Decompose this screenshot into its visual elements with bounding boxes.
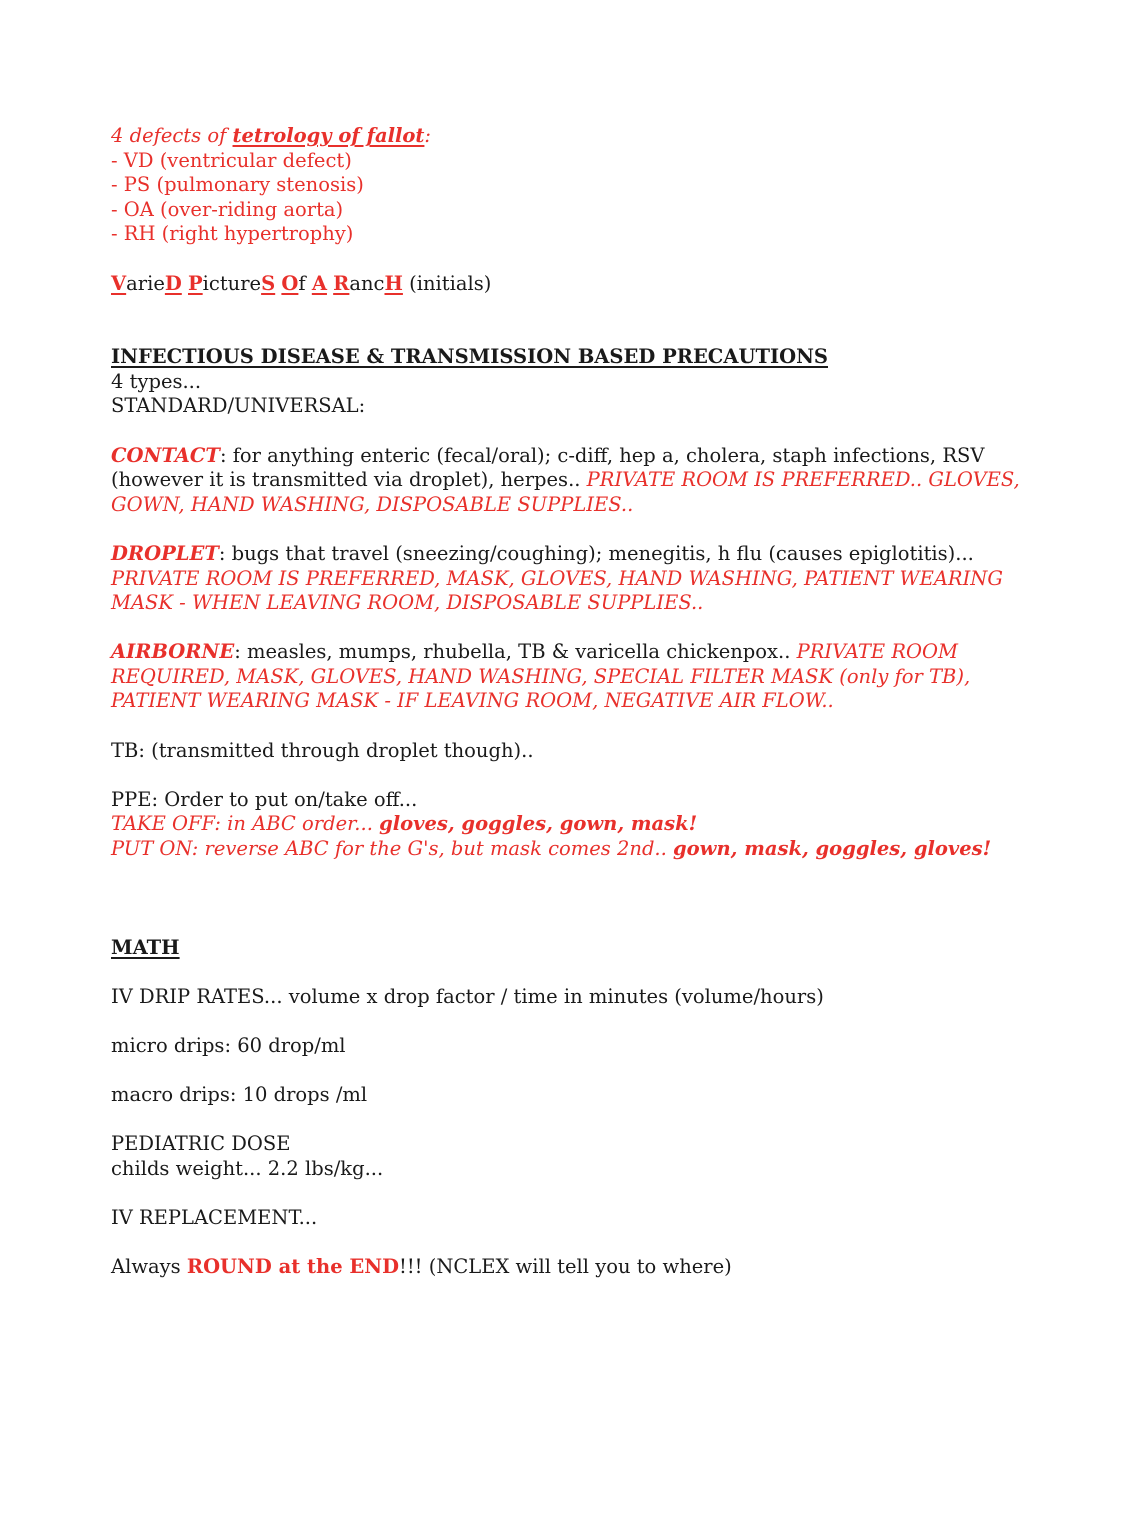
tof-item: - OA (over-riding aorta) xyxy=(111,197,344,221)
tof-intro xyxy=(111,124,1021,149)
round-suffix: !!! (NCLEX will tell you to where) xyxy=(399,1255,732,1279)
contact-precaution: PRIVATE ROOM IS PREFERRED.. GLOVES, xyxy=(586,468,1020,492)
types-line: 4 types... xyxy=(111,369,202,393)
ppe-take-off-items: gloves, goggles, gown, mask! xyxy=(379,812,698,836)
round-prefix: Always xyxy=(111,1255,187,1279)
mnemonic-initial: S xyxy=(261,271,276,295)
airborne-block xyxy=(111,640,1021,714)
airborne-label: AIRBORNE xyxy=(111,640,235,664)
round-emphasis: ROUND at the END xyxy=(186,1255,399,1279)
mnemonic-initial: D xyxy=(164,271,182,295)
airborne-precaution: PRIVATE ROOM xyxy=(796,640,958,664)
droplet-label: DROPLET xyxy=(111,541,219,565)
iv-drip-line: IV DRIP RATES... volume x drop factor / time in minutes (volume/hours) xyxy=(111,984,824,1008)
tof-item: - PS (pulmonary stenosis) xyxy=(111,173,364,197)
contact-block xyxy=(111,444,1021,518)
airborne-precaution: PATIENT WEARING MASK - IF LEAVING ROOM, NEGATIVE AIR FLOW.. xyxy=(111,689,834,713)
tof-section xyxy=(111,124,1021,296)
mnemonic-text: anc xyxy=(349,271,385,295)
round-line xyxy=(111,1255,1021,1280)
droplet-precaution: MASK - WHEN LEAVING ROOM, DISPOSABLE SUPPLIES.. xyxy=(111,591,704,615)
math-title: MATH xyxy=(111,935,180,959)
mnemonic-note: (initials) xyxy=(409,271,492,295)
ppe-take-off-label: TAKE OFF: in ABC order... xyxy=(111,812,380,836)
infectious-title: INFECTIOUS DISEASE & TRANSMISSION BASED PRECAUTIONS xyxy=(111,345,828,369)
contact-text: : for anything enteric (fecal/oral); c-diff, hep a, cholera, staph infections, RSV xyxy=(219,443,985,467)
iv-replacement-line: IV REPLACEMENT... xyxy=(111,1206,318,1230)
tof-item: - RH (right hypertrophy) xyxy=(111,222,354,246)
mnemonic-initial: R xyxy=(333,271,350,295)
ppe-block xyxy=(111,788,1021,862)
tof-intro-suffix: : xyxy=(424,124,431,147)
macro-drips-line: macro drips: 10 drops /ml xyxy=(111,1083,368,1107)
mnemonic-initial: P xyxy=(188,271,203,295)
airborne-precaution: REQUIRED, MASK, GLOVES, HAND WASHING, SPECIAL FILTER MASK (only for TB), xyxy=(111,664,971,688)
tof-item: - VD (ventricular defect) xyxy=(111,148,352,172)
mnemonic-initial: H xyxy=(384,271,403,295)
mnemonic-initial: A xyxy=(311,271,327,295)
contact-label: CONTACT xyxy=(111,443,220,467)
ppe-put-on-items: gown, mask, goggles, gloves! xyxy=(673,837,992,861)
droplet-block xyxy=(111,542,1021,616)
infectious-section xyxy=(111,345,1021,861)
mnemonic-initial: O xyxy=(281,271,299,295)
tb-line: TB: (transmitted through droplet though).. xyxy=(111,738,534,762)
mnemonic-text: f xyxy=(298,271,306,295)
tof-intro-prefix: 4 defects of xyxy=(111,124,233,147)
micro-drips-line: micro drips: 60 drop/ml xyxy=(111,1034,346,1057)
mnemonic-text: icture xyxy=(202,271,262,295)
pediatric-dose-title: PEDIATRIC DOSE xyxy=(111,1132,291,1156)
pediatric-dose-detail: childs weight... 2.2 lbs/kg... xyxy=(111,1156,384,1180)
droplet-text: : bugs that travel (sneezing/coughing); menegitis, h flu (causes epiglotitis)... xyxy=(218,541,974,565)
ppe-heading: PPE: Order to put on/take off... xyxy=(111,787,418,811)
ppe-put-on-label: PUT ON: reverse ABC for the G's, but mask comes 2nd.. xyxy=(111,837,674,861)
droplet-precaution: PRIVATE ROOM IS PREFERRED, MASK, GLOVES, HAND WASHING, PATIENT WEARING xyxy=(111,566,1003,590)
mnemonic-text: arie xyxy=(126,271,165,295)
mnemonic-initial: V xyxy=(111,271,127,295)
document-body xyxy=(111,124,1021,1280)
contact-text: (however it is transmitted via droplet), herpes.. xyxy=(111,468,587,492)
tof-intro-term: tetrology of fallot xyxy=(232,124,425,147)
tof-mnemonic xyxy=(111,272,1021,297)
airborne-text: : measles, mumps, rhubella, TB & varicella chickenpox.. xyxy=(234,640,797,664)
math-section xyxy=(111,936,1021,1280)
standard-line: STANDARD/UNIVERSAL: xyxy=(111,394,366,418)
contact-precaution: GOWN, HAND WASHING, DISPOSABLE SUPPLIES.. xyxy=(111,492,634,516)
